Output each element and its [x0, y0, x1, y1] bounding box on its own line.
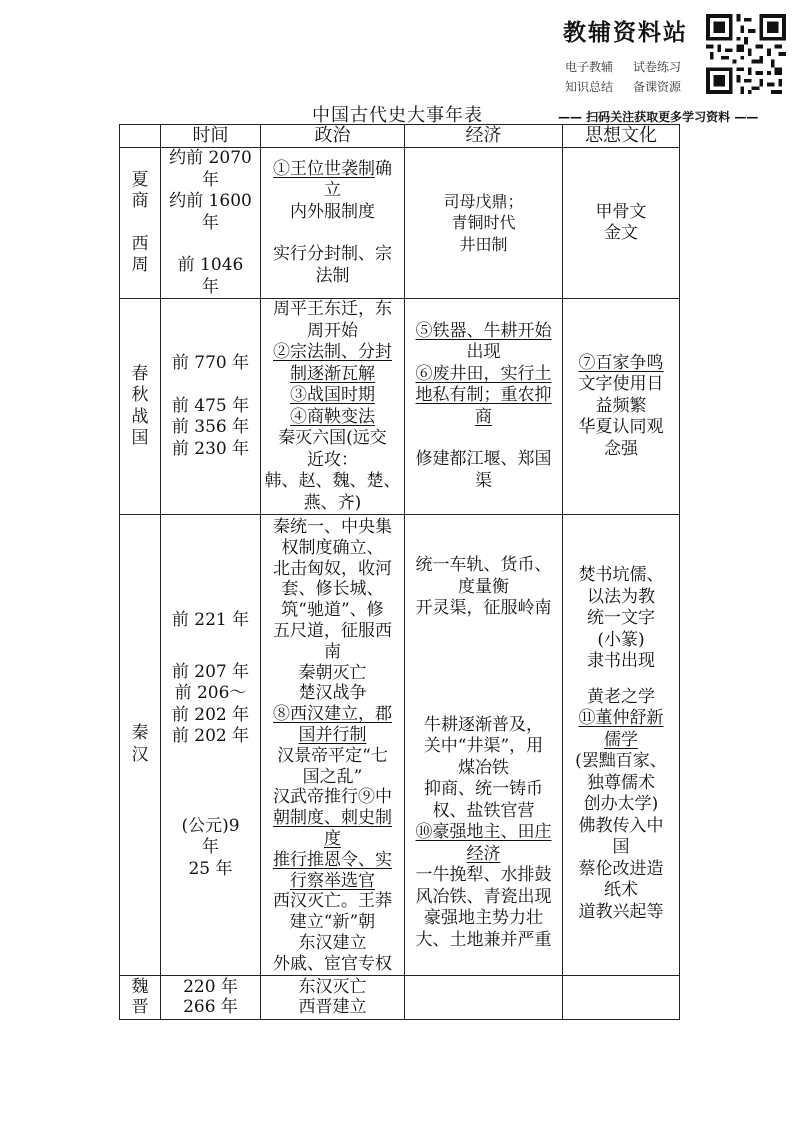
politics-cell: 秦统一、中央集 权制度确立、 北击匈奴，收河 套、修长城、 筑“驰道”、修 五尺道，征服西 南 秦朝灭亡 楚汉战争 ⑧西汉建立，郡 国并行制 汉景帝平定“七 国之乱” 汉武帝推行⑨中 朝制度、刺史制 度 推行推恩令、实 行察举选官 西汉灭亡。王莽 建立“新”朝 东汉建立 外戚、宦官专权 [261, 515, 405, 976]
politics-cell: 东汉灭亡 西晋建立 [261, 975, 405, 1019]
brand-title: 教辅资料站 [563, 20, 688, 46]
politics-cell: 周平王东迁，东 周开始 ②宗法制、分封 制逐渐瓦解 ③战国时期 ④商鞅变法 秦灭六国(远交 近攻： 韩、赵、魏、楚、 燕、齐) [261, 299, 405, 515]
table-row [120, 975, 680, 1019]
era-cell: 夏 商 西 周 [120, 148, 161, 299]
era-cell: 魏 晋 [120, 975, 161, 1019]
culture-cell: ⑦百家争鸣 文字使用日 益频繁 华夏认同观 念强 [563, 299, 680, 515]
time-cell: 前 770 年 前 475 年 前 356 年 前 230 年 [161, 299, 261, 515]
culture-cell: 甲骨文 金文 [563, 148, 680, 299]
politics-cell: ①王位世袭制确 立 内外服制度 实行分封制、宗 法制 [261, 148, 405, 299]
economy-cell: ⑤铁器、牛耕开始 出现 ⑥废井田，实行土 地私有制；重农抑 商 修建都江堰、郑国 渠 [405, 299, 563, 515]
link-exams[interactable]: 试卷练习 [633, 60, 682, 74]
culture-cell [563, 975, 680, 1019]
era-cell: 春 秋 战 国 [120, 299, 161, 515]
economy-cell [405, 975, 563, 1019]
economy-cell: 统一车轨、货币、 度量衡 开灵渠，征服岭南 牛耕逐渐普及， 关中“井渠”，用 煤冶铁 抑商、统一铸币 权、盐铁官营 ⑩豪强地主、田庄 经济 一牛挽犁、水排鼓 风冶铁、青瓷出现 豪强地主势力壮 大、土地兼并严重 [405, 515, 563, 976]
header-era [120, 125, 161, 148]
header-culture: 思想文化 [563, 125, 680, 148]
table-row [120, 148, 680, 299]
table-row [120, 515, 680, 976]
link-resources[interactable]: 备课资源 [633, 80, 682, 94]
chronology-table [119, 124, 680, 1020]
table-row [120, 299, 680, 515]
culture-cell: 焚书坑儒、 以法为教 统一文字 (小篆) 隶书出现 黄老之学 ⑪董仲舒新 儒学 (罢黜百家、 独尊儒术 创办太学) 佛教传入中 国 蔡伦改进造 纸术 道教兴起等 [563, 515, 680, 976]
time-cell: 220 年 266 年 [161, 975, 261, 1019]
era-cell: 秦 汉 [120, 515, 161, 976]
header-time: 时间 [161, 125, 261, 148]
header-politics: 政治 [261, 125, 405, 148]
link-summary[interactable]: 知识总结 [565, 80, 614, 94]
qr-code-icon [706, 14, 786, 94]
header-economy: 经济 [405, 125, 563, 148]
link-ebooks[interactable]: 电子教辅 [565, 60, 614, 74]
tagline: —— 扫码关注获取更多学习资料 —— [558, 110, 759, 124]
table-header-row [120, 125, 680, 148]
time-cell: 约前 2070 年 约前 1600 年 前 1046 年 [161, 148, 261, 299]
economy-cell: 司母戊鼎； 青铜时代 井田制 [405, 148, 563, 299]
page-title: 中国古代史大事年表 [312, 105, 483, 126]
time-cell: 前 221 年 前 207 年 前 206～ 前 202 年 前 202 年 (公元)9 年 25 年 [161, 515, 261, 976]
